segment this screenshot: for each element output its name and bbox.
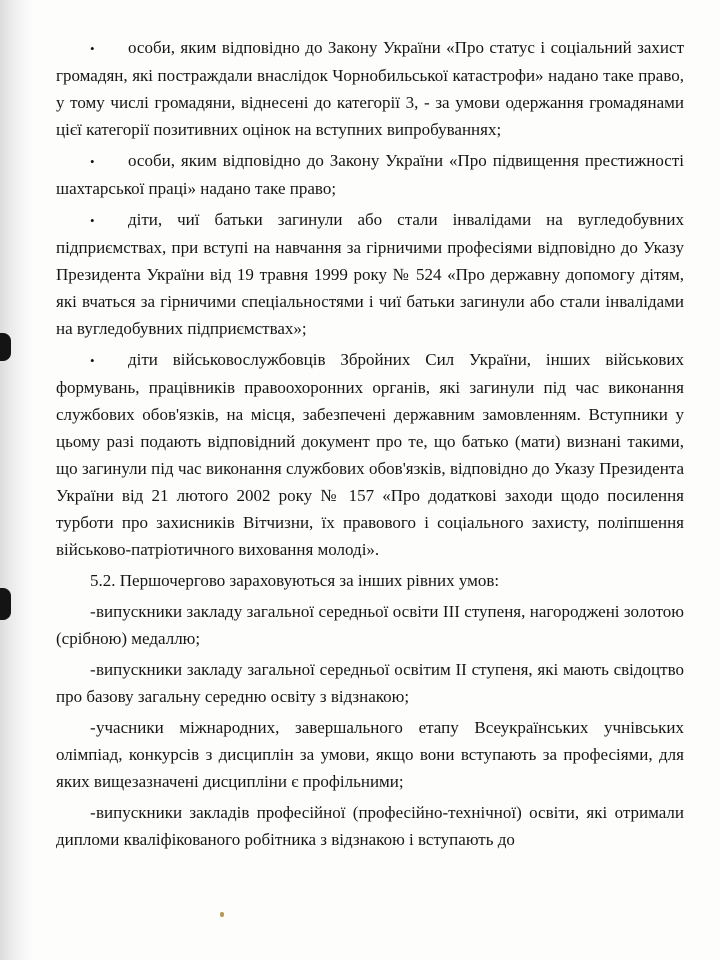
scan-speck: [220, 912, 224, 917]
dash-marker: -: [90, 602, 96, 621]
bullet-paragraph: [56, 147, 684, 202]
section-heading: 5.2. Першочергово зараховуються за інших рівних умов:: [90, 571, 500, 590]
paragraph-text: учасники міжнародних, завершального етапу Всеукраїнських учнівських олімпіад, конкурсів з дисциплін за умови, якщо вони вступають за професіями, для яких вищезазначені дисципліни є профільними;: [56, 718, 684, 791]
dash-marker: -: [90, 718, 96, 737]
paragraph-text: особи, яким відповідно до Закону України «Про підвищення престижності шахтарської праці» надано таке право;: [56, 151, 684, 198]
paragraph-text: випускники закладів професійної (професійно-технічної) освіти, які отримали дипломи кваліфікованого робітника з відзнакою і вступають до: [56, 803, 684, 849]
paragraph-text: особи, яким відповідно до Закону України «Про статус і соціальний захист громадян, які постраждали внаслідок Чорнобильської катастрофи» надано таке право, у тому числі громадяни, віднесені до категорії 3, - за умови одержання громадянами цієї категорії позитивних оцінок на вступних випробуваннях;: [56, 38, 684, 139]
punch-hole-mark: [0, 588, 11, 620]
paragraph-text: діти, чиї батьки загинули або стали інвалідами на вугледобувних підприємствах, при вступі на навчання за гірничими професіями відповідно до Указу Президента України від 19 травня 1999 року № 524 «Про державну допомогу дітям, які вчаться за гірничими спеціальностями і чиї батьки загинули або стали інвалідами на вугледобувних підприємствах»;: [56, 210, 684, 338]
paragraph-text: випускники закладу загальної середньої освітим ІІ ступеня, які мають свідоцтво про базову загальну середню освіту з відзнакою;: [56, 660, 684, 706]
bullet-icon: •: [90, 154, 95, 169]
bullet-paragraph: [56, 206, 684, 342]
dash-marker: -: [90, 803, 96, 822]
bullet-icon: •: [90, 41, 95, 56]
document-body: [56, 34, 684, 853]
paragraph-text: діти військовослужбовців Збройних Сил України, інших військових формувань, працівників правоохоронних органів, які загинули під час виконання службових обов'язків, на місця, забезпечені державним замовленням. Вступники у цьому разі подають відповідний документ про те, що батько (мати) визнані такими, що загинули під час виконання службових обов'язків, відповідно до Указу Президента України від 21 лютого 2002 року № 157 «Про додаткові заходи щодо посилення турботи про захисників Вітчизни, їх правового і соціального захисту, поліпшення військово-патріотичного виховання молоді».: [56, 350, 684, 559]
punch-hole-mark: [0, 333, 11, 361]
bullet-icon: •: [90, 213, 95, 228]
bullet-paragraph: [56, 34, 684, 143]
scan-edge-shadow: [0, 0, 34, 960]
bullet-paragraph: [56, 346, 684, 563]
dash-paragraph: [56, 598, 684, 652]
paragraph-text: випускники закладу загальної середньої освіти ІІІ ступеня, нагороджені золотою (срібною) медаллю;: [56, 602, 684, 648]
dash-marker: -: [90, 660, 96, 679]
dash-paragraph: [56, 714, 684, 795]
dash-paragraph: [56, 799, 684, 853]
dash-paragraph: [56, 656, 684, 710]
bullet-icon: •: [90, 353, 95, 368]
